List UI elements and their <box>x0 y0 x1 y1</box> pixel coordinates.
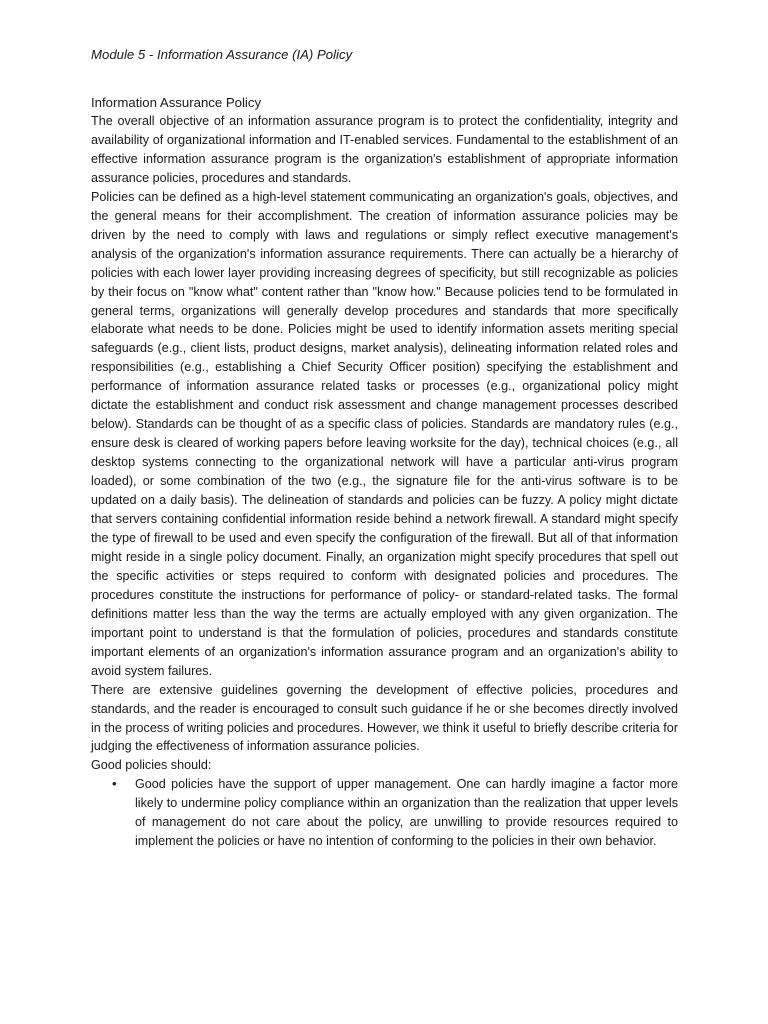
list-item <box>91 775 678 851</box>
section-title: Information Assurance Policy <box>91 95 262 110</box>
list-item-text: Good policies have the support of upper management. One can hardly imagine a factor more likely to undermine policy compliance within an organization than the realization that upper levels of management do not care about the policy, are unwilling to provide resources required to implement the policies or have no intention of conforming to the policies in their own behavior. <box>135 777 678 849</box>
paragraph-policies-definition: Policies can be defined as a high-level statement communicating an organization's goals, objectives, and the general means for their accomplishment. The creation of information assurance policies may be driven by the need to comply with laws and regulations or simply reflect executive management's analysis of the organization's information assurance requirements. There can actually be a hierarchy of policies with each lower layer providing increasing degrees of specificity, but still recognizable as policies by their focus on "know what" content rather than "know how." Because policies tend to be formulated in general terms, organizations will generally develop procedures and standards that more specifically elaborate what needs to be done. Policies might be used to identify information assets meriting special safeguards (e.g., client lists, product designs, market analysis), delineating information related roles and responsibilities (e.g., establishing a Chief Security Officer position) specifying the establishment and performance of information assurance related tasks or processes (e.g., organizational policy might dictate the establishment and conduct risk assessment and change management processes described below). Standards can be thought of as a specific class of policies. Standards are mandatory rules (e.g., ensure desk is cleared of working papers before leaving worksite for the day), technical choices (e.g., all desktop systems connecting to the organizational network will have a particular anti-virus program loaded), or some combination of the two (e.g., the signature file for the anti-virus software is to be updated on a daily basis). The delineation of standards and policies can be fuzzy. A policy might dictate that servers containing confidential information reside behind a network firewall. A standard might specify the type of firewall to be used and even specify the configuration of the firewall. But all of that information might reside in a single policy document. Finally, an organization might specify procedures that spell out the specific activities or steps required to conform with designated policies and procedures. The procedures constitute the instructions for performance of policy- or standard-related tasks. The formal definitions matter less than the way the terms are actually employed with any given organization. The important point to understand is that the formulation of policies, procedures and standards constitute important elements of an organization's information assurance program and an organization's ability to avoid system failures. <box>91 189 678 678</box>
paragraph-guidelines: There are extensive guidelines governing the development of effective policies, procedures and standards, and the reader is encouraged to consult such guidance if he or she becomes directly involved in the process of writing policies and procedures. However, we think it useful to briefly describe criteria for judging the effectiveness of information assurance policies. <box>91 682 678 754</box>
bullet-icon: • <box>112 776 117 792</box>
document-body <box>91 45 678 851</box>
good-policies-list <box>91 775 678 851</box>
module-header: Module 5 - Information Assurance (IA) Policy <box>91 47 353 62</box>
good-policies-intro: Good policies should: <box>91 758 212 773</box>
paragraph-objective: The overall objective of an information assurance program is to protect the confidentiality, integrity and availability of organizational information and IT-enabled services. Fundamental to the establishment of an effective information assurance program is the organization's establishment of appropriate information assurance policies, procedures and standards. <box>91 114 678 185</box>
